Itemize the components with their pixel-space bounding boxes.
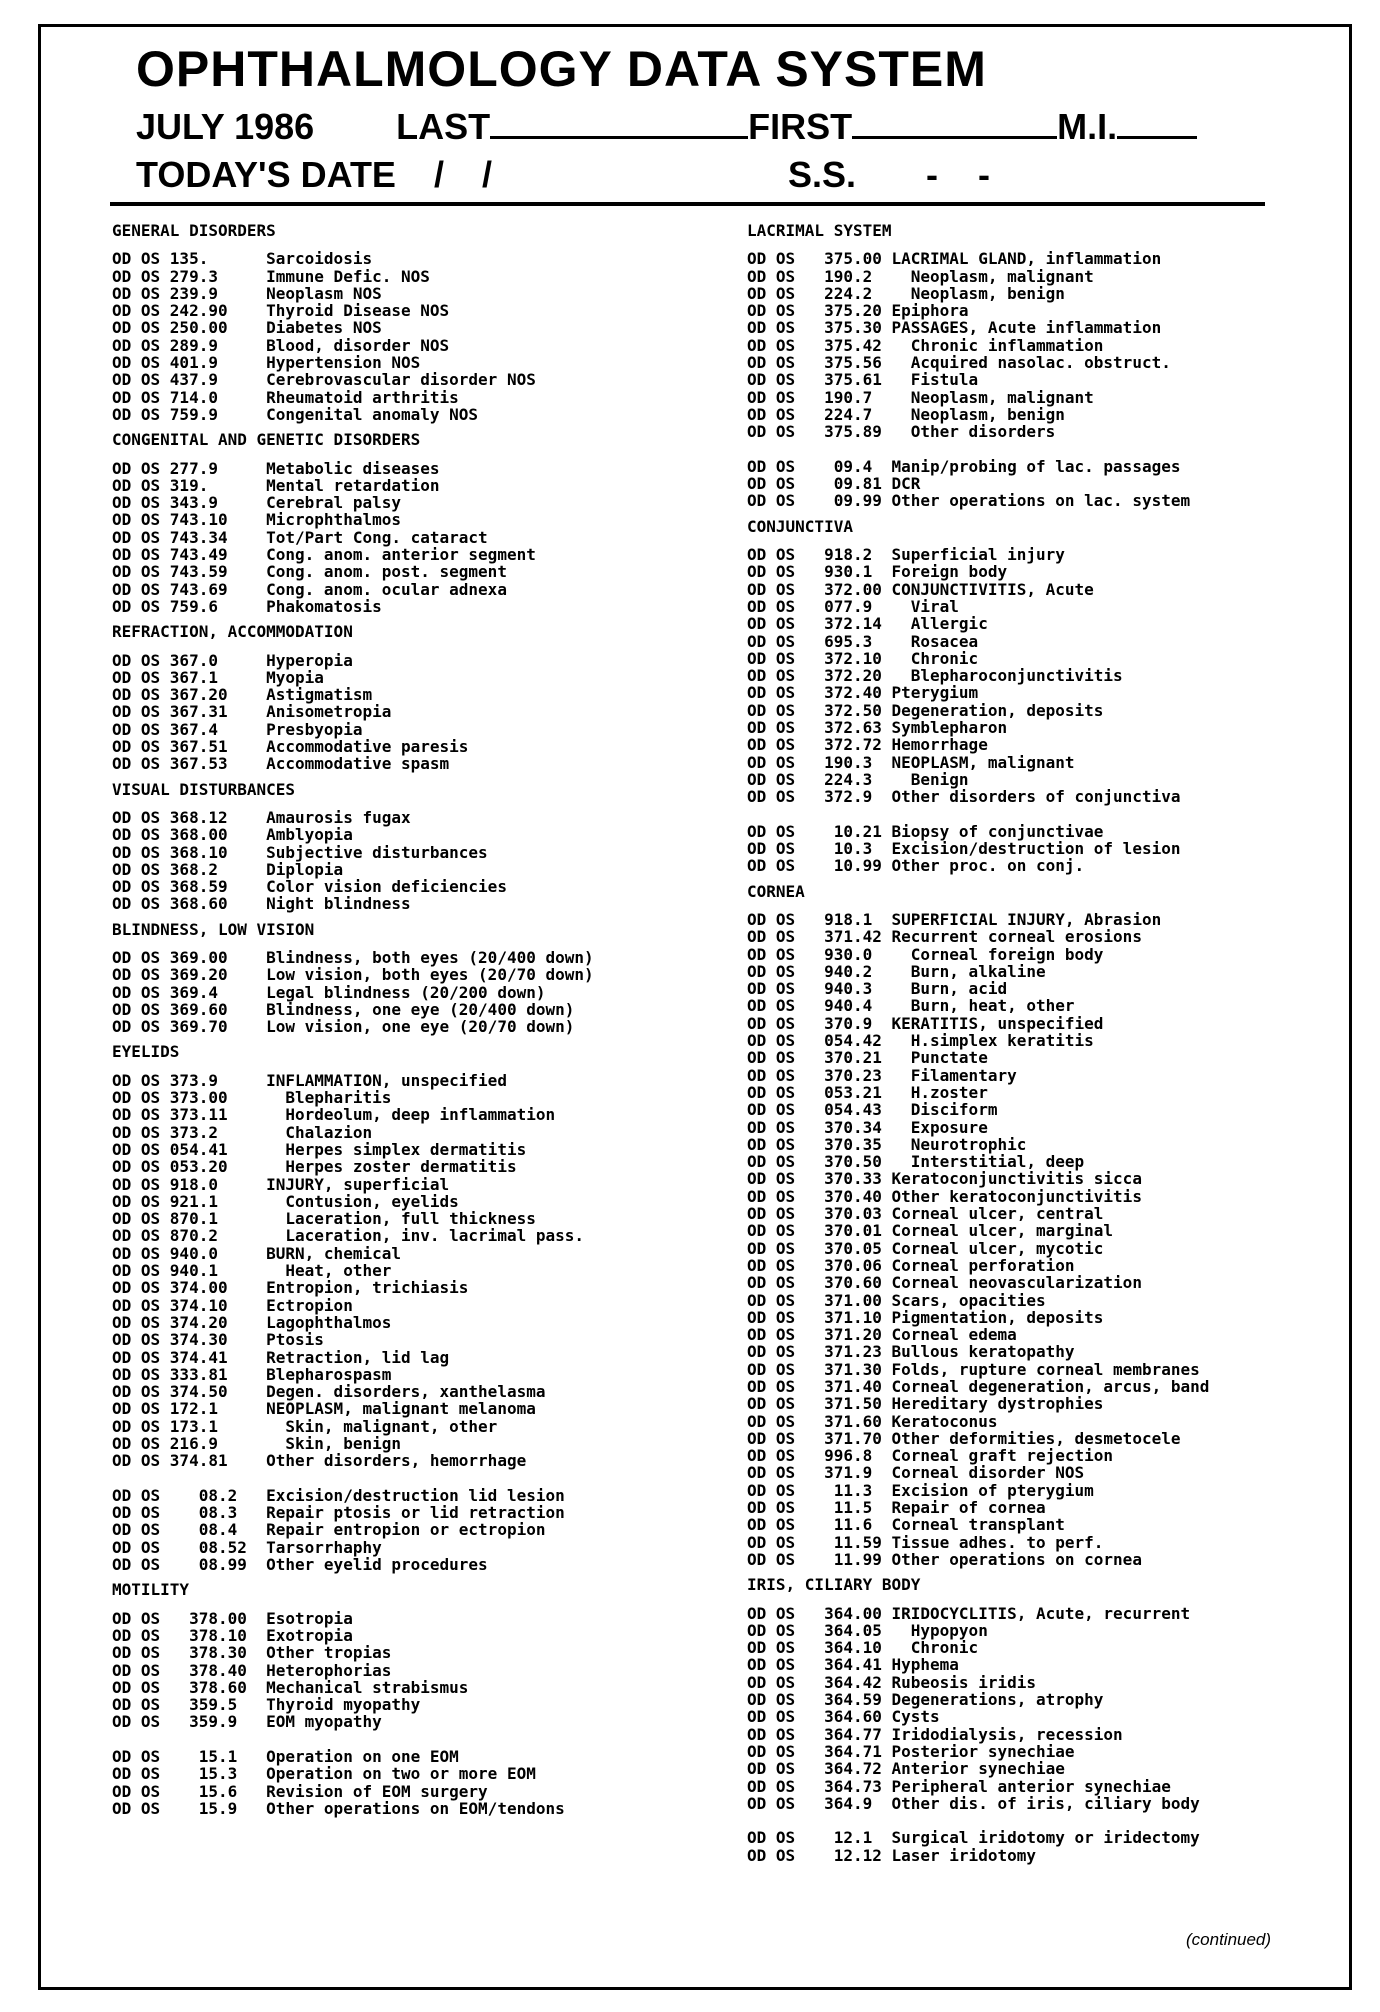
section-cornea bbox=[747, 883, 1307, 1569]
code-row[interactable]: OD OS 190.7 Neoplasm, malignant bbox=[747, 387, 1094, 407]
code-row[interactable]: OD OS 09.4 Manip/probing of lac. passages bbox=[747, 456, 1181, 476]
section-title: GENERAL DISORDERS bbox=[112, 221, 276, 240]
code-row[interactable]: OD OS 374.20 Lagophthalmos bbox=[112, 1312, 392, 1332]
code-row[interactable]: OD OS 364.10 Chronic bbox=[747, 1638, 979, 1658]
code-row[interactable]: OD OS 364.77 Iridodialysis, recession bbox=[747, 1724, 1123, 1744]
header-divider bbox=[110, 202, 1265, 206]
code-row[interactable]: OD OS 10.99 Other proc. on conj. bbox=[747, 856, 1085, 876]
ss-label: S.S. bbox=[788, 154, 857, 195]
code-row[interactable]: OD OS 373.00 Blepharitis bbox=[112, 1088, 392, 1108]
code-row[interactable]: OD OS 371.9 Corneal disorder NOS bbox=[747, 1463, 1085, 1483]
code-row[interactable]: OD OS 224.3 Benign bbox=[747, 769, 969, 789]
code-row[interactable]: OD OS 10.3 Excision/destruction of lesion bbox=[747, 839, 1181, 859]
section-conjunctiva bbox=[747, 518, 1307, 875]
code-row[interactable]: OD OS 054.41 Herpes simplex dermatitis bbox=[112, 1139, 527, 1159]
spacer bbox=[112, 1470, 672, 1487]
code-row[interactable]: OD OS 918.2 Superficial injury bbox=[747, 545, 1065, 565]
section-visual-disturbances bbox=[112, 781, 672, 913]
code-row[interactable]: OD OS 371.40 Corneal degeneration, arcus, band bbox=[747, 1377, 1210, 1396]
code-row[interactable]: OD OS 372.63 Symblepharon bbox=[747, 718, 1008, 738]
code-row[interactable]: OD OS 930.0 Corneal foreign body bbox=[747, 944, 1104, 964]
code-row[interactable]: OD OS 319. Mental retardation bbox=[112, 475, 440, 495]
code-row[interactable]: OD OS 371.00 Scars, opacities bbox=[747, 1290, 1046, 1310]
code-row[interactable]: OD OS 364.9 Other dis. of iris, ciliary body bbox=[747, 1793, 1200, 1813]
last-name-field[interactable] bbox=[490, 106, 748, 139]
code-row[interactable]: OD OS 373.9 INFLAMMATION, unspecified bbox=[112, 1070, 507, 1090]
code-row[interactable]: OD OS 054.42 H.simplex keratitis bbox=[747, 1031, 1094, 1051]
first-name-label: FIRST bbox=[748, 106, 853, 147]
code-row[interactable]: OD OS 374.41 Retraction, lid lag bbox=[112, 1347, 450, 1367]
code-row[interactable]: OD OS 375.61 Fistula bbox=[747, 370, 979, 390]
code-row[interactable]: OD OS 368.2 Diplopia bbox=[112, 859, 344, 879]
code-row[interactable]: OD OS 359.5 Thyroid myopathy bbox=[112, 1695, 421, 1715]
code-row[interactable]: OD OS 371.70 Other deformities, desmetocele bbox=[747, 1428, 1181, 1448]
code-row[interactable]: OD OS 940.2 Burn, alkaline bbox=[747, 961, 1046, 981]
code-row[interactable]: OD OS 15.6 Revision of EOM surgery bbox=[112, 1781, 488, 1801]
code-row[interactable]: OD OS 224.2 Neoplasm, benign bbox=[747, 283, 1065, 303]
section-title: LACRIMAL SYSTEM bbox=[747, 221, 892, 240]
code-row[interactable]: OD OS 375.89 Other disorders bbox=[747, 422, 1056, 442]
code-row[interactable]: OD OS 279.3 Immune Defic. NOS bbox=[112, 266, 430, 286]
code-row[interactable]: OD OS 11.6 Corneal transplant bbox=[747, 1515, 1065, 1535]
code-row[interactable]: OD OS 373.11 Hordeolum, deep inflammation bbox=[112, 1105, 556, 1125]
spacer bbox=[747, 1812, 1307, 1829]
last-name-label: LAST bbox=[396, 106, 491, 147]
code-row[interactable]: OD OS 250.00 Diabetes NOS bbox=[112, 318, 382, 338]
code-row[interactable]: OD OS 173.1 Skin, malignant, other bbox=[112, 1416, 498, 1436]
code-row[interactable]: OD OS 09.99 Other operations on lac. system bbox=[747, 491, 1191, 511]
code-row[interactable]: OD OS 369.00 Blindness, both eyes (20/400 down) bbox=[112, 947, 594, 967]
code-row[interactable]: OD OS 371.10 Pigmentation, deposits bbox=[747, 1307, 1104, 1327]
code-row[interactable]: OD OS 375.00 LACRIMAL GLAND, inflammation bbox=[747, 249, 1162, 269]
code-row[interactable]: OD OS 940.0 BURN, chemical bbox=[112, 1243, 401, 1263]
section-title: VISUAL DISTURBANCES bbox=[112, 779, 296, 799]
code-row[interactable]: OD OS 759.6 Phakomatosis bbox=[112, 596, 382, 616]
ss-field[interactable]: - - bbox=[926, 154, 991, 195]
code-row[interactable]: OD OS 918.0 INJURY, superficial bbox=[112, 1174, 450, 1194]
code-row[interactable]: OD OS 375.42 Chronic inflammation bbox=[747, 335, 1104, 355]
code-row[interactable]: OD OS 367.20 Astigmatism bbox=[112, 685, 373, 705]
section-lacrimal-system bbox=[747, 222, 1307, 510]
code-row[interactable]: OD OS 11.99 Other operations on cornea bbox=[747, 1549, 1142, 1569]
code-row[interactable]: OD OS 371.50 Hereditary dystrophies bbox=[747, 1394, 1104, 1414]
code-row[interactable]: OD OS 343.9 Cerebral palsy bbox=[112, 493, 401, 513]
section-title: BLINDNESS, LOW VISION bbox=[112, 919, 315, 939]
code-row[interactable]: OD OS 370.34 Exposure bbox=[747, 1117, 988, 1137]
code-row[interactable]: OD OS 743.49 Cong. anom. anterior segment bbox=[112, 545, 536, 565]
code-row[interactable]: OD OS 370.40 Other keratoconjunctivitis bbox=[747, 1186, 1142, 1206]
code-row[interactable]: OD OS 370.05 Corneal ulcer, mycotic bbox=[747, 1238, 1104, 1258]
code-row[interactable]: OD OS 369.60 Blindness, one eye (20/400 down) bbox=[112, 999, 575, 1019]
code-row[interactable]: OD OS 378.40 Heterophorias bbox=[112, 1660, 392, 1680]
code-row[interactable]: OD OS 370.01 Corneal ulcer, marginal bbox=[747, 1221, 1114, 1241]
code-row[interactable]: OD OS 216.9 Skin, benign bbox=[112, 1434, 401, 1453]
section-title: CORNEA bbox=[747, 881, 805, 901]
code-row[interactable]: OD OS 368.12 Amaurosis fugax bbox=[112, 807, 411, 827]
code-row[interactable]: OD OS 364.41 Hyphema bbox=[747, 1655, 959, 1675]
code-row[interactable]: OD OS 15.1 Operation on one EOM bbox=[112, 1747, 459, 1767]
section-title: MOTILITY bbox=[112, 1580, 190, 1600]
code-row[interactable]: OD OS 372.72 Hemorrhage bbox=[747, 735, 988, 755]
code-row[interactable]: OD OS 372.14 Allergic bbox=[747, 614, 988, 634]
code-row[interactable]: OD OS 373.2 Chalazion bbox=[112, 1122, 373, 1142]
code-row[interactable]: OD OS 054.43 Disciform bbox=[747, 1100, 998, 1120]
code-row[interactable]: OD OS 375.56 Acquired nasolac. obstruct. bbox=[747, 353, 1171, 373]
code-row[interactable]: OD OS 12.12 Laser iridotomy bbox=[747, 1845, 1036, 1865]
code-row[interactable]: OD OS 743.10 Microphthalmos bbox=[112, 510, 401, 530]
middle-initial-field[interactable] bbox=[1117, 106, 1197, 139]
code-row[interactable]: OD OS 364.05 Hypopyon bbox=[747, 1620, 988, 1640]
code-row[interactable]: OD OS 15.9 Other operations on EOM/tendons bbox=[112, 1798, 565, 1818]
code-row[interactable]: OD OS 15.3 Operation on two or more EOM bbox=[112, 1764, 536, 1784]
code-row[interactable]: OD OS 374.10 Ectropion bbox=[112, 1295, 353, 1315]
code-row[interactable]: OD OS 940.4 Burn, heat, other bbox=[747, 996, 1075, 1016]
code-row[interactable]: OD OS 367.31 Anisometropia bbox=[112, 702, 392, 722]
section-congenital-and-genetic-disorders bbox=[112, 431, 672, 615]
code-row[interactable]: OD OS 135. Sarcoidosis bbox=[112, 249, 373, 269]
code-row[interactable]: OD OS 371.60 Keratoconus bbox=[747, 1411, 998, 1431]
code-row[interactable]: OD OS 759.9 Congenital anomaly NOS bbox=[112, 404, 479, 424]
header-row-2 bbox=[136, 154, 506, 196]
code-row[interactable]: OD OS 378.60 Mechanical strabismus bbox=[112, 1677, 469, 1697]
code-row[interactable]: OD OS 08.2 Excision/destruction lid lesion bbox=[112, 1485, 565, 1505]
continued-note: (continued) bbox=[1186, 1930, 1272, 1949]
code-row[interactable]: OD OS 372.20 Blepharoconjunctivitis bbox=[747, 666, 1123, 686]
code-row[interactable]: OD OS 364.59 Degenerations, atrophy bbox=[747, 1690, 1104, 1710]
code-row[interactable]: OD OS 368.10 Subjective disturbances bbox=[112, 842, 488, 862]
ss-row bbox=[788, 154, 990, 196]
code-row[interactable]: OD OS 371.23 Bullous keratopathy bbox=[747, 1342, 1075, 1362]
section-blindness-low-vision bbox=[112, 921, 672, 1036]
code-row[interactable]: OD OS 368.00 Amblyopia bbox=[112, 825, 353, 845]
right-column bbox=[747, 214, 1307, 1864]
code-row[interactable]: OD OS 374.50 Degen. disorders, xanthelasma bbox=[112, 1382, 546, 1402]
code-row[interactable]: OD OS 743.69 Cong. anom. ocular adnexa bbox=[112, 579, 507, 599]
code-row[interactable]: OD OS 364.00 IRIDOCYCLITIS, Acute, recurrent bbox=[747, 1603, 1191, 1623]
code-row[interactable]: OD OS 996.8 Corneal graft rejection bbox=[747, 1446, 1114, 1466]
code-row[interactable]: OD OS 242.90 Thyroid Disease NOS bbox=[112, 301, 450, 321]
section-general-disorders bbox=[112, 222, 672, 423]
section-iris-ciliary-body bbox=[747, 1576, 1307, 1864]
code-row[interactable]: OD OS 437.9 Cerebrovascular disorder NOS bbox=[112, 370, 536, 390]
code-row[interactable]: OD OS 190.3 NEOPLASM, malignant bbox=[747, 752, 1075, 772]
form-title: OPHTHALMOLOGY DATA SYSTEM bbox=[136, 41, 987, 97]
code-row[interactable]: OD OS 08.99 Other eyelid procedures bbox=[112, 1555, 488, 1575]
section-title: REFRACTION, ACCOMMODATION bbox=[112, 622, 353, 642]
code-row[interactable]: OD OS 08.4 Repair entropion or ectropion bbox=[112, 1520, 546, 1540]
code-row[interactable]: OD OS 10.21 Biopsy of conjunctivae bbox=[747, 821, 1104, 841]
code-row[interactable]: OD OS 11.59 Tissue adhes. to perf. bbox=[747, 1532, 1104, 1552]
spacer bbox=[747, 441, 1307, 458]
section-motility bbox=[112, 1581, 672, 1817]
code-row[interactable]: OD OS 370.50 Interstitial, deep bbox=[747, 1152, 1085, 1172]
code-row[interactable]: OD OS 372.9 Other disorders of conjunctiva bbox=[747, 787, 1181, 807]
code-row[interactable]: OD OS 369.20 Low vision, both eyes (20/70 down) bbox=[112, 965, 594, 985]
code-row[interactable]: OD OS 370.23 Filamentary bbox=[747, 1065, 1017, 1085]
code-row[interactable]: OD OS 11.5 Repair of cornea bbox=[747, 1498, 1046, 1518]
code-row[interactable]: OD OS 743.59 Cong. anom. post. segment bbox=[112, 562, 507, 582]
code-row[interactable]: OD OS 714.0 Rheumatoid arthritis bbox=[112, 387, 459, 407]
code-row[interactable]: OD OS 364.42 Rubeosis iridis bbox=[747, 1672, 1036, 1692]
code-row[interactable]: OD OS 378.10 Exotropia bbox=[112, 1625, 353, 1645]
code-row[interactable]: OD OS 378.00 Esotropia bbox=[112, 1608, 353, 1628]
code-row[interactable]: OD OS 371.42 Recurrent corneal erosions bbox=[747, 927, 1142, 947]
code-row[interactable]: OD OS 224.7 Neoplasm, benign bbox=[747, 404, 1065, 424]
code-row[interactable]: OD OS 372.50 Degeneration, deposits bbox=[747, 700, 1104, 720]
first-name-field[interactable] bbox=[852, 106, 1057, 139]
form-date: JULY 1986 bbox=[136, 106, 315, 147]
code-row[interactable]: OD OS 367.0 Hyperopia bbox=[112, 650, 353, 670]
code-row[interactable]: OD OS 364.60 Cysts bbox=[747, 1707, 940, 1727]
code-row[interactable]: OD OS 921.1 Contusion, eyelids bbox=[112, 1191, 459, 1211]
code-row[interactable]: OD OS 08.3 Repair ptosis or lid retraction bbox=[112, 1503, 565, 1523]
code-row[interactable]: OD OS 371.20 Corneal edema bbox=[747, 1325, 1017, 1345]
middle-initial-label: M.I. bbox=[1057, 106, 1118, 147]
code-row[interactable]: OD OS 370.35 Neurotrophic bbox=[747, 1134, 1027, 1154]
code-row[interactable]: OD OS 370.33 Keratoconjunctivitis sicca bbox=[747, 1169, 1142, 1189]
code-row[interactable]: OD OS 364.71 Posterior synechiae bbox=[747, 1741, 1075, 1761]
code-row[interactable]: OD OS 378.30 Other tropias bbox=[112, 1643, 392, 1663]
code-row[interactable]: OD OS 053.21 H.zoster bbox=[747, 1082, 988, 1102]
todays-date-label: TODAY'S DATE bbox=[136, 154, 396, 195]
code-row[interactable]: OD OS 940.3 Burn, acid bbox=[747, 979, 1008, 999]
code-row[interactable]: OD OS 375.20 Epiphora bbox=[747, 301, 969, 321]
code-row[interactable]: OD OS 743.34 Tot/Part Cong. cataract bbox=[112, 527, 488, 547]
code-row[interactable]: OD OS 374.30 Ptosis bbox=[112, 1330, 324, 1350]
code-row[interactable]: OD OS 277.9 Metabolic diseases bbox=[112, 458, 440, 478]
code-row[interactable]: OD OS 239.9 Neoplasm NOS bbox=[112, 283, 382, 303]
code-row[interactable]: OD OS 918.1 SUPERFICIAL INJURY, Abrasion bbox=[747, 909, 1162, 929]
code-row[interactable]: OD OS 368.60 Night blindness bbox=[112, 894, 411, 914]
section-title: CONJUNCTIVA bbox=[747, 516, 853, 536]
code-row[interactable]: OD OS 374.00 Entropion, trichiasis bbox=[112, 1278, 469, 1298]
code-row[interactable]: OD OS 367.51 Accommodative paresis bbox=[112, 737, 469, 757]
code-row[interactable]: OD OS 08.52 Tarsorrhaphy bbox=[112, 1537, 382, 1557]
code-row[interactable]: OD OS 370.60 Corneal neovascularization bbox=[747, 1273, 1142, 1293]
code-row[interactable]: OD OS 359.9 EOM myopathy bbox=[112, 1712, 382, 1732]
code-row[interactable]: OD OS 364.72 Anterior synechiae bbox=[747, 1759, 1065, 1779]
code-row[interactable]: OD OS 695.3 Rosacea bbox=[747, 631, 979, 651]
code-row[interactable]: OD OS 401.9 Hypertension NOS bbox=[112, 353, 421, 373]
spacer bbox=[747, 806, 1307, 823]
code-row[interactable]: OD OS 367.53 Accommodative spasm bbox=[112, 754, 450, 774]
code-row[interactable]: OD OS 364.73 Peripheral anterior synechiae bbox=[747, 1776, 1171, 1796]
section-eyelids bbox=[112, 1043, 672, 1573]
code-row[interactable]: OD OS 372.40 Pterygium bbox=[747, 683, 979, 703]
code-row[interactable]: OD OS 370.9 KERATITIS, unspecified bbox=[747, 1013, 1104, 1033]
todays-date-field[interactable]: / / bbox=[433, 154, 506, 195]
left-column bbox=[112, 214, 672, 1817]
code-row[interactable]: OD OS 053.20 Herpes zoster dermatitis bbox=[112, 1157, 517, 1177]
section-refraction-accommodation bbox=[112, 623, 672, 772]
code-row[interactable]: OD OS 372.00 CONJUNCTIVITIS, Acute bbox=[747, 579, 1094, 599]
code-row[interactable]: OD OS 369.70 Low vision, one eye (20/70 down) bbox=[112, 1017, 575, 1037]
section-title: IRIS, CILIARY BODY bbox=[747, 1575, 921, 1595]
code-row[interactable]: OD OS 12.1 Surgical iridotomy or iridectomy bbox=[747, 1828, 1200, 1848]
code-row[interactable]: OD OS 11.3 Excision of pterygium bbox=[747, 1480, 1094, 1500]
code-row[interactable]: OD OS 367.4 Presbyopia bbox=[112, 719, 363, 739]
code-row[interactable]: OD OS 371.30 Folds, rupture corneal membranes bbox=[747, 1359, 1200, 1379]
code-row[interactable]: OD OS 870.2 Laceration, inv. lacrimal pass. bbox=[112, 1226, 585, 1246]
header-row-1 bbox=[136, 106, 1197, 148]
code-row[interactable]: OD OS 375.30 PASSAGES, Acute inflammation bbox=[747, 318, 1162, 338]
code-row[interactable]: OD OS 930.1 Foreign body bbox=[747, 562, 1008, 582]
section-title: CONGENITAL AND GENETIC DISORDERS bbox=[112, 430, 421, 450]
code-row[interactable]: OD OS 09.81 DCR bbox=[747, 474, 921, 494]
code-row[interactable]: OD OS 940.1 Heat, other bbox=[112, 1261, 392, 1281]
code-row[interactable]: OD OS 172.1 NEOPLASM, malignant melanoma bbox=[112, 1399, 536, 1419]
code-row[interactable]: OD OS 333.81 Blepharospasm bbox=[112, 1364, 392, 1384]
code-row[interactable]: OD OS 368.59 Color vision deficiencies bbox=[112, 877, 507, 897]
code-row[interactable]: OD OS 370.21 Punctate bbox=[747, 1048, 988, 1068]
code-row[interactable]: OD OS 370.06 Corneal perforation bbox=[747, 1255, 1075, 1275]
section-title: EYELIDS bbox=[112, 1042, 180, 1062]
code-row[interactable]: OD OS 190.2 Neoplasm, malignant bbox=[747, 266, 1094, 286]
code-row[interactable]: OD OS 289.9 Blood, disorder NOS bbox=[112, 335, 450, 355]
code-row[interactable]: OD OS 369.4 Legal blindness (20/200 down) bbox=[112, 982, 546, 1002]
code-row[interactable]: OD OS 370.03 Corneal ulcer, central bbox=[747, 1204, 1104, 1224]
code-row[interactable]: OD OS 077.9 Viral bbox=[747, 596, 959, 616]
code-row[interactable]: OD OS 372.10 Chronic bbox=[747, 648, 979, 668]
code-row[interactable]: OD OS 374.81 Other disorders, hemorrhage bbox=[112, 1451, 527, 1471]
code-row[interactable]: OD OS 367.1 Myopia bbox=[112, 667, 324, 687]
spacer bbox=[112, 1731, 672, 1748]
code-row[interactable]: OD OS 870.1 Laceration, full thickness bbox=[112, 1209, 536, 1229]
